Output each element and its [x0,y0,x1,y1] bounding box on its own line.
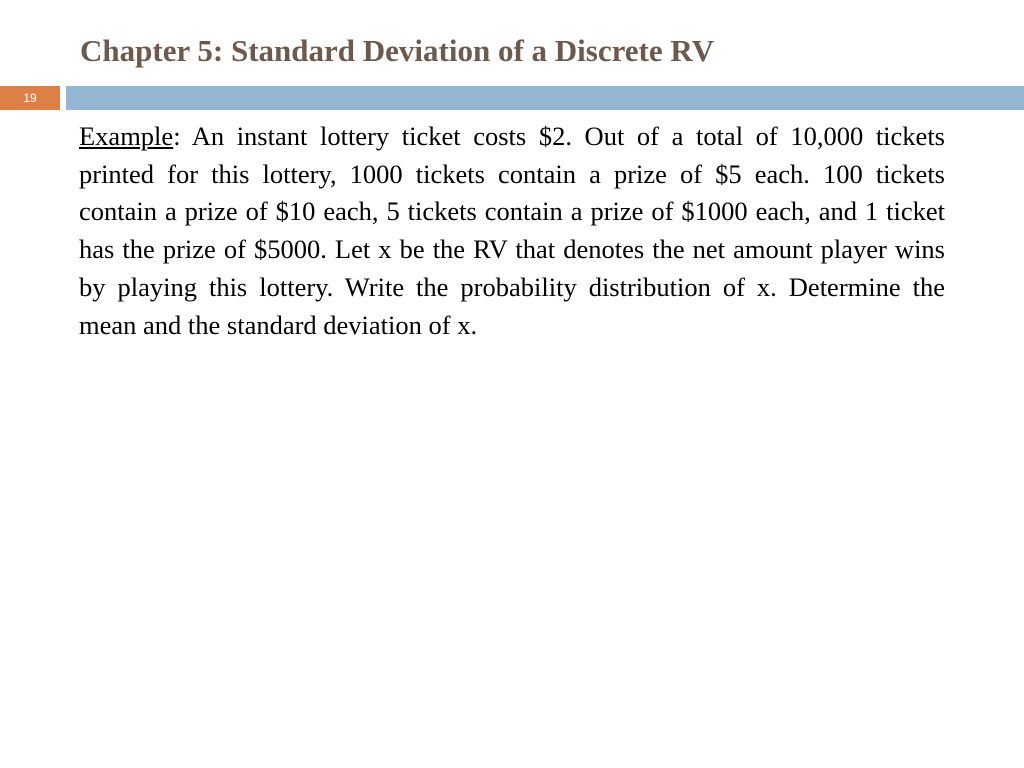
example-paragraph [79,118,945,344]
example-label: Example [79,121,174,151]
accent-bar [66,86,1024,110]
example-separator: : [173,121,181,151]
slide-title: Chapter 5: Standard Deviation of a Discrete RV [80,33,715,68]
example-text: An instant lottery ticket costs $2. Out of a total of 10,000 tickets printed for this lottery, 1000 tickets contain a prize of $5 each. 100 tickets contain a prize of $10 each, 5 tickets contain a prize of $1000 each, and 1 ticket has the prize of $5000. Let x be the RV that denotes the net amount player wins by playing this lottery. Write the probability distribution of x. Determine the mean and the standard deviation of x. [79,121,945,340]
page-number-badge: 19 [0,86,60,110]
